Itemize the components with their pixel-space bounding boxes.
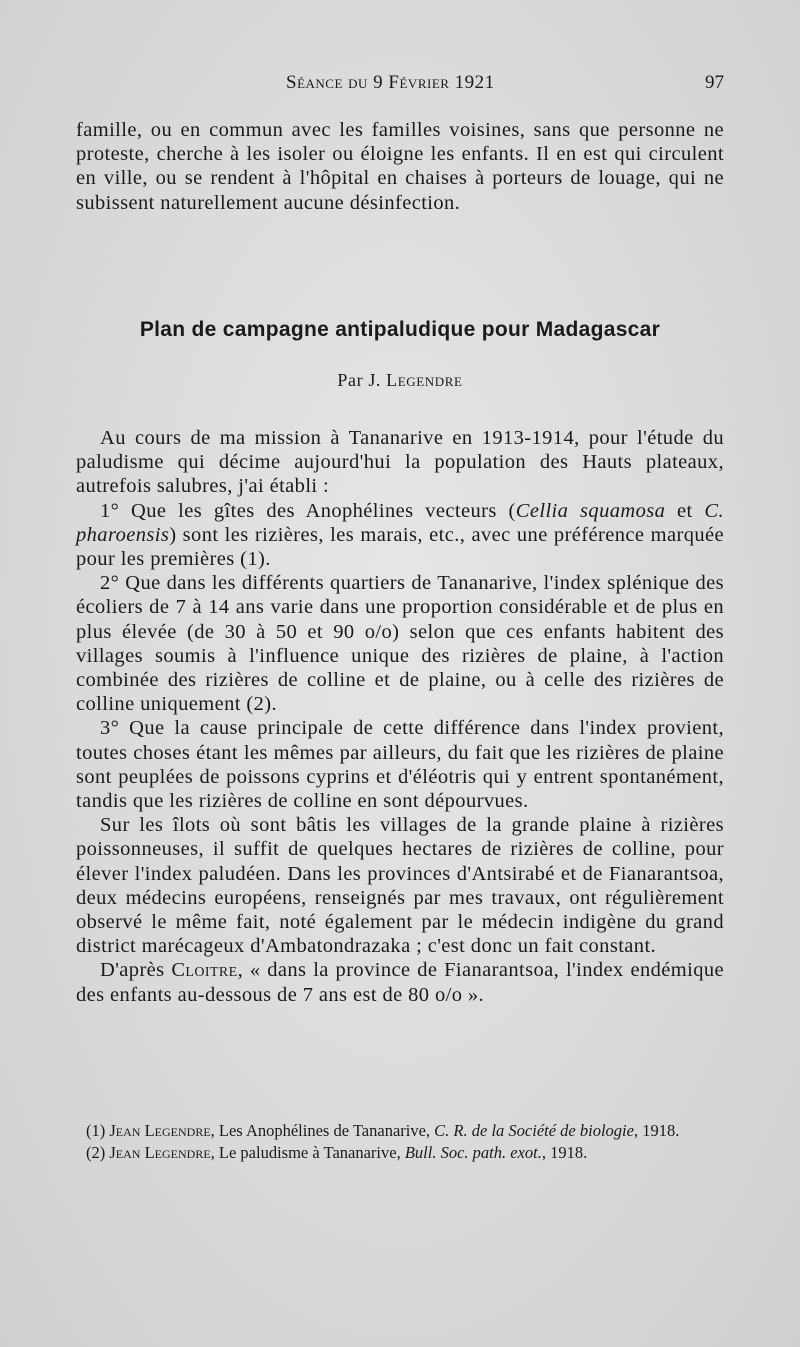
paragraph-2: [76, 499, 724, 572]
footnote-1: [76, 1120, 724, 1141]
article-author: [76, 370, 724, 391]
article-title: Plan de campagne antipaludique pour Madagascar: [139, 318, 661, 341]
intro-paragraph: [76, 118, 724, 215]
species-cellia: Cellia squamosa: [515, 499, 666, 522]
paragraph-6: [76, 958, 724, 1006]
page-number: 97: [705, 72, 724, 93]
p2-post: ) sont les rizières, les marais, etc., avec une préférence marquée pour les premières (1).: [76, 523, 724, 571]
p6-pre: D'après: [100, 959, 172, 982]
paragraph-5: Sur les îlots où sont bâtis les villages de la grande plaine à rizières poissonneuses, il suffit de quelques hectares de rizières de colline, pour élever l'index paludéen. Dans les provinces d'Antsirabé et de Fianarantsoa, deux médecins européens, renseignés par mes travaux, ont régulièrement observé le même fait, noté également par le médecin indigène du grand district marécageux d'Ambatondrazaka ; c'est donc un fait constant.: [76, 814, 724, 958]
footnote-2-year: , 1918.: [541, 1143, 588, 1162]
page-header: [76, 72, 724, 102]
footnote-2: [76, 1142, 724, 1163]
footnote-1-year: , 1918.: [633, 1121, 680, 1140]
p2-pre: 1° Que les gîtes des Anophélines vecteurs (: [100, 499, 516, 522]
paragraph-3: 2° Que dans les différents quartiers de Tananarive, l'index splénique des écoliers de 7 à 14 ans varie dans une proportion considérable et de plus en plus élevée (de 30 à 50 et 90 o/o) selon que ces enfants habitent des villages soumis à l'influence unique des rizières de plaine, à l'action combinée des rizières de colline et de plaine, ou à celle des rizières de colline uniquement (2).: [76, 572, 724, 716]
footnote-2-number: (2): [86, 1143, 106, 1162]
paragraph-1: Au cours de ma mission à Tananarive en 1913-1914, pour l'étude du paludisme qui décime aujourd'hui la population des Hauts plateaux, autrefois salubres, j'ai établi :: [76, 427, 724, 498]
running-title: Séance du 9 Février 1921: [286, 72, 495, 93]
cited-author: Cloitre: [171, 959, 238, 982]
footnote-1-number: (1): [86, 1121, 106, 1140]
paragraph-4: 3° Que la cause principale de cette différence dans l'index provient, toutes choses étant les mêmes par ailleurs, du fait que les rizières de plaine sont peuplées de poissons cyprins et d'éléotris qui y entrent spontanément, tandis que les rizières de colline en sont dépourvues.: [76, 717, 724, 813]
footnote-2-text: , Le paludisme à Tananarive,: [210, 1143, 405, 1162]
footnote-1-author: Jean Legendre: [109, 1121, 211, 1140]
species-pharoensis: C. pharoensis: [76, 499, 724, 546]
author-prefix: Par: [337, 370, 364, 390]
footnote-1-text: , Les Anophélines de Tananarive,: [210, 1121, 435, 1140]
footnote-2-journal: Bull. Soc. path. exot.: [404, 1143, 542, 1162]
p2-mid: et: [665, 499, 705, 522]
intro-text: famille, ou en commun avec les familles voisines, sans que personne ne proteste, cherche à les isoler ou éloigne les enfants. Il en est qui circulent en ville, ou se rendent à l'hôpital en chaises à porteurs de louage, qui ne subissent naturellement aucune désinfection.: [76, 119, 724, 214]
author-name: J. Legendre: [368, 370, 463, 390]
footnotes: [76, 1120, 724, 1164]
footnote-1-journal: C. R. de la Société de biologie: [434, 1121, 634, 1140]
p6-post: , « dans la province de Fianarantsoa, l'index endémique des enfants au-dessous de 7 ans est de 80 o/o ».: [76, 959, 724, 1006]
footnote-2-author: Jean Legendre: [109, 1143, 211, 1162]
article-body: [76, 426, 724, 1007]
